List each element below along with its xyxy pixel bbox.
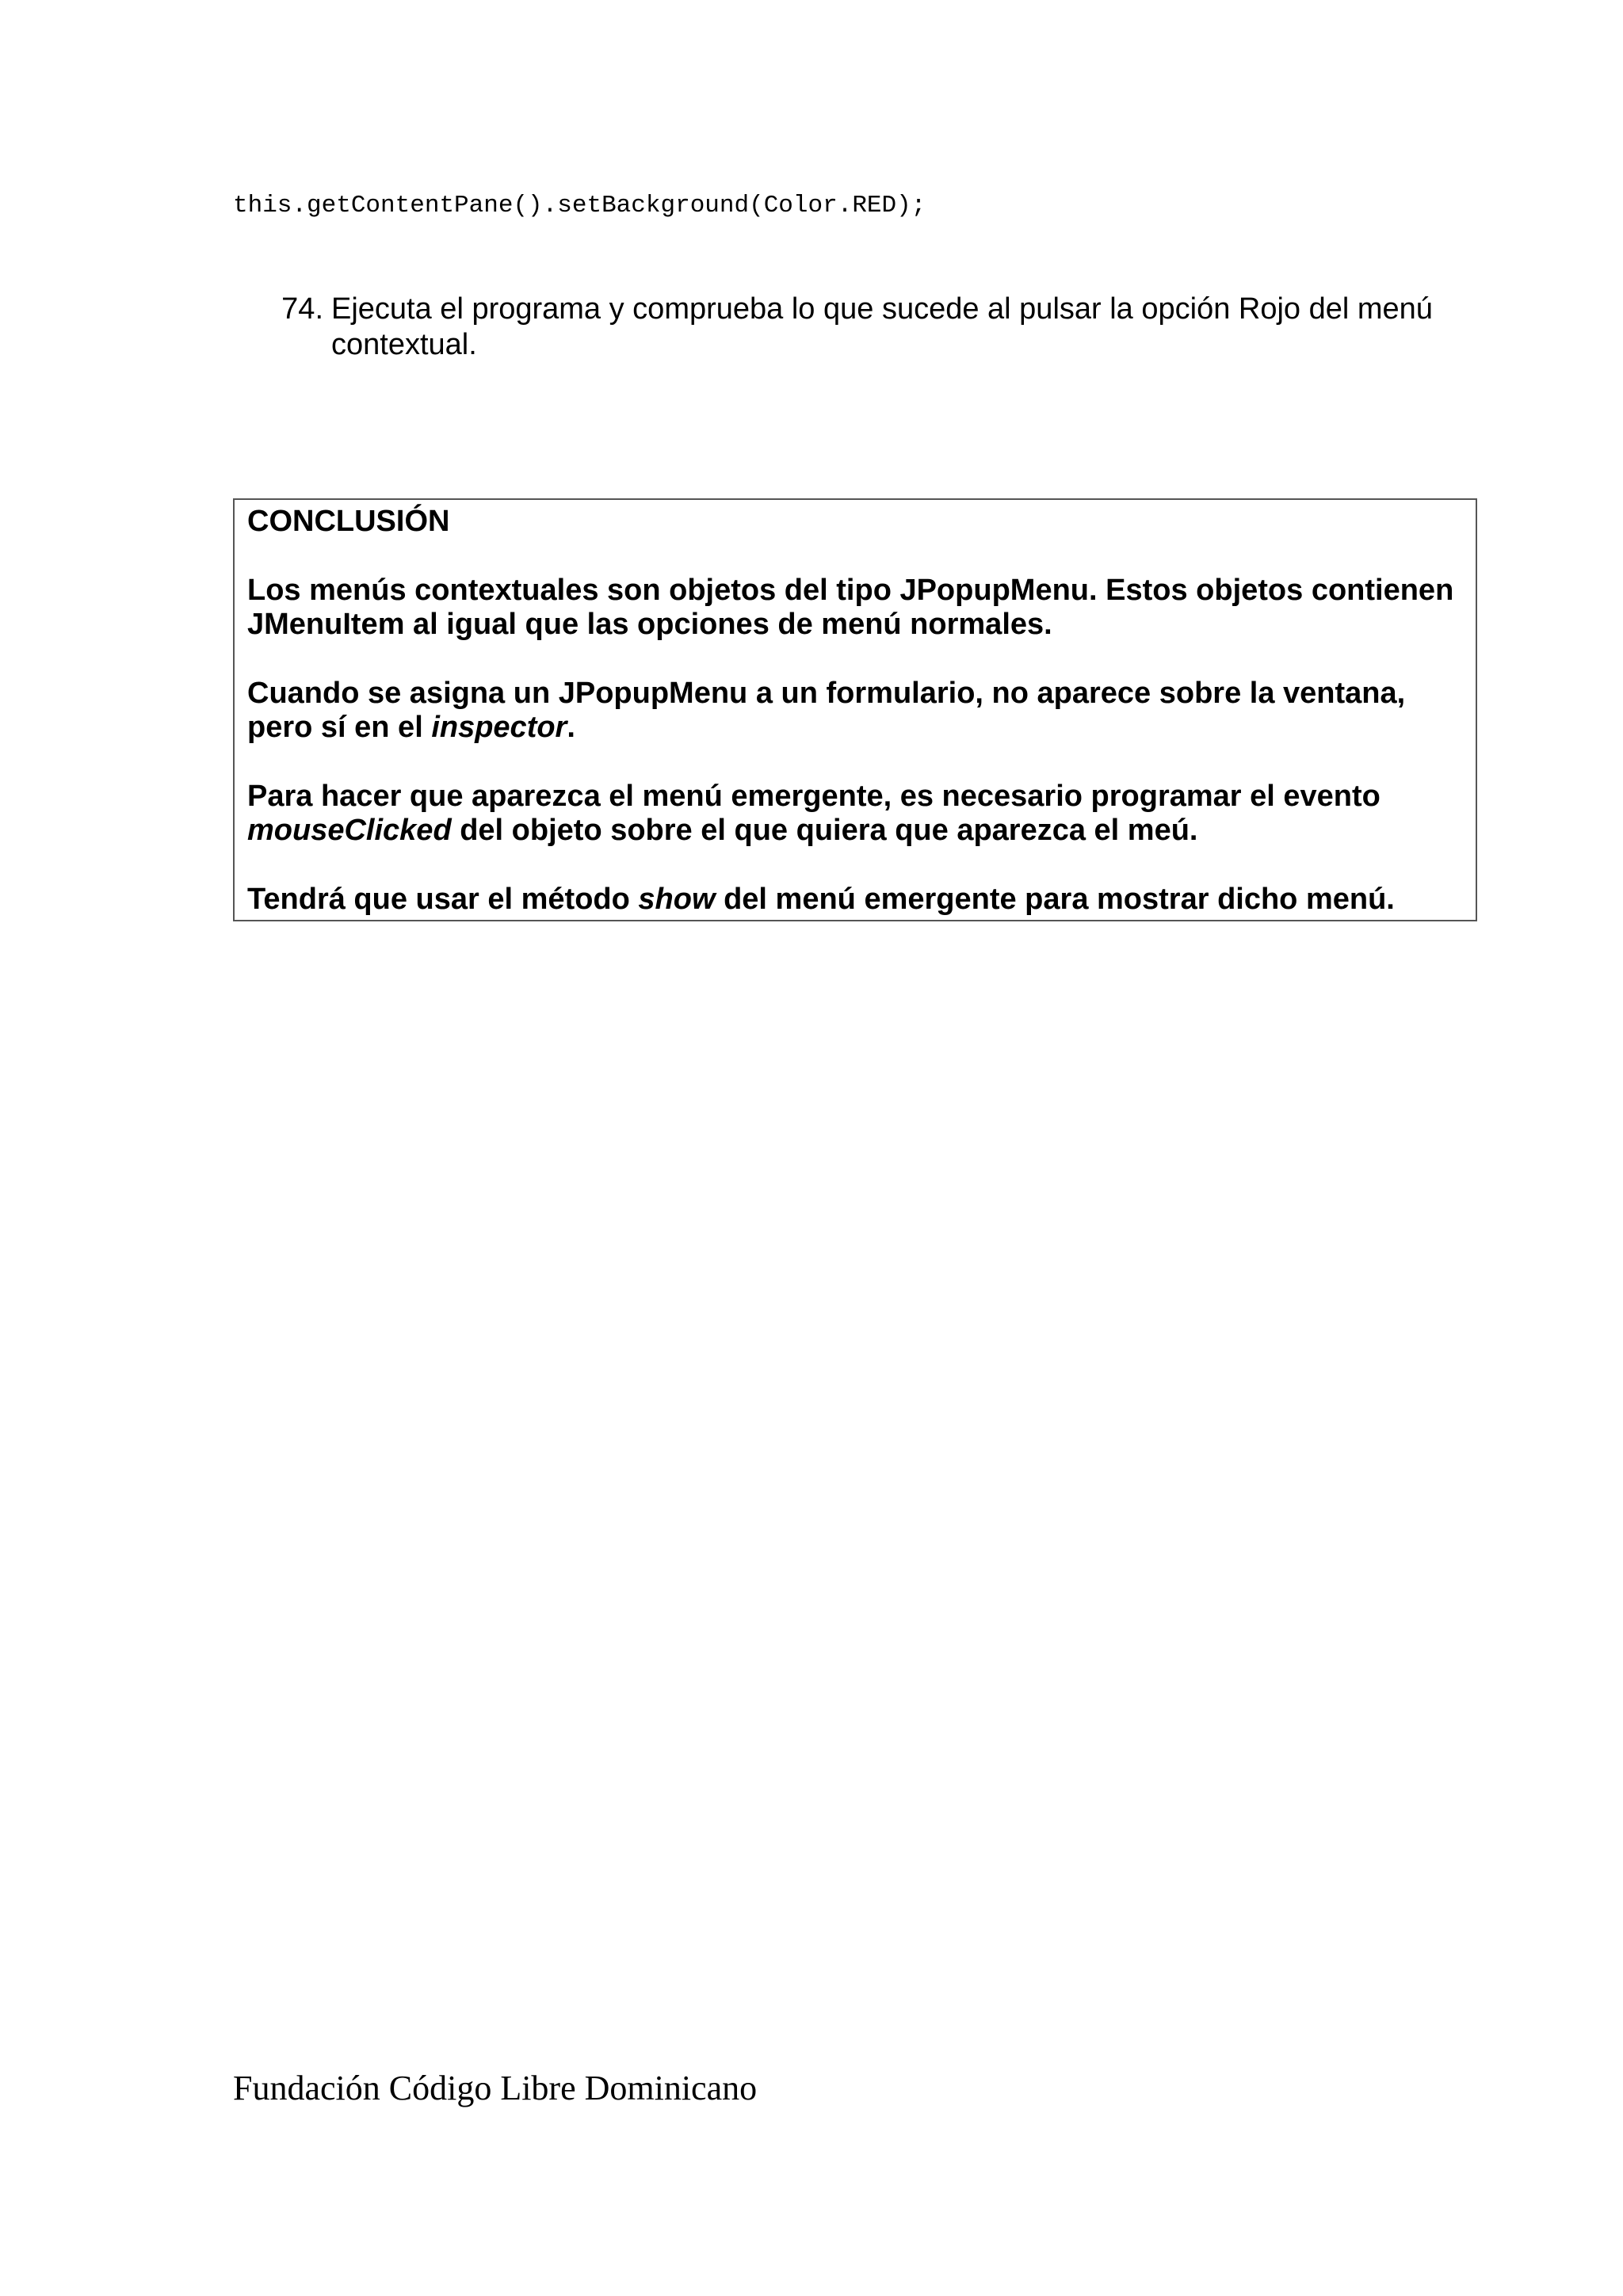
step-text xyxy=(331,292,1469,363)
conclusion-paragraph-4-end: del menú emergente para mostrar dicho menú. xyxy=(715,883,1395,916)
conclusion-paragraph-2 xyxy=(247,677,1463,745)
conclusion-paragraph-4-start: Tendrá que usar el método xyxy=(247,883,639,916)
conclusion-paragraph-3-line-2-end: del objeto sobre el que quiera que aparezca el meú. xyxy=(451,814,1198,847)
conclusion-paragraph-3-line-1: Para hacer que aparezca el menú emergente, es necesario programar el evento xyxy=(247,780,1381,813)
conclusion-paragraph-3 xyxy=(247,780,1463,848)
conclusion-paragraph-1-line-1: Los menús contextuales son objetos del tipo JPopupMenu. Estos objetos contienen xyxy=(247,574,1454,607)
conclusion-paragraph-4 xyxy=(247,883,1463,917)
show-term: show xyxy=(638,883,716,916)
mouseclicked-term: mouseClicked xyxy=(247,814,452,847)
conclusion-title: CONCLUSIÓN xyxy=(247,505,450,538)
conclusion-paragraph-2-line-2-end: . xyxy=(567,711,575,744)
code-snippet: this.getContentPane().setBackground(Color.RED); xyxy=(233,192,926,219)
page-footer: Fundación Código Libre Dominicano xyxy=(233,2069,758,2107)
step-number: 74. xyxy=(281,292,323,326)
conclusion-paragraph-1-line-2: JMenuItem al igual que las opciones de menú normales. xyxy=(247,608,1052,641)
conclusion-paragraph-2-line-1: Cuando se asigna un JPopupMenu a un formulario, no aparece sobre la ventana, xyxy=(247,677,1406,710)
step-text-line-2: contextual. xyxy=(331,328,477,361)
conclusion-paragraph-2-line-2-start: pero sí en el xyxy=(247,711,432,744)
numbered-step xyxy=(233,292,1469,363)
conclusion-paragraph-1 xyxy=(247,574,1463,642)
inspector-term: inspector xyxy=(431,711,567,744)
step-text-line-1: Ejecuta el programa y comprueba lo que sucede al pulsar la opción Rojo del menú xyxy=(331,292,1433,326)
conclusion-box xyxy=(233,498,1477,921)
